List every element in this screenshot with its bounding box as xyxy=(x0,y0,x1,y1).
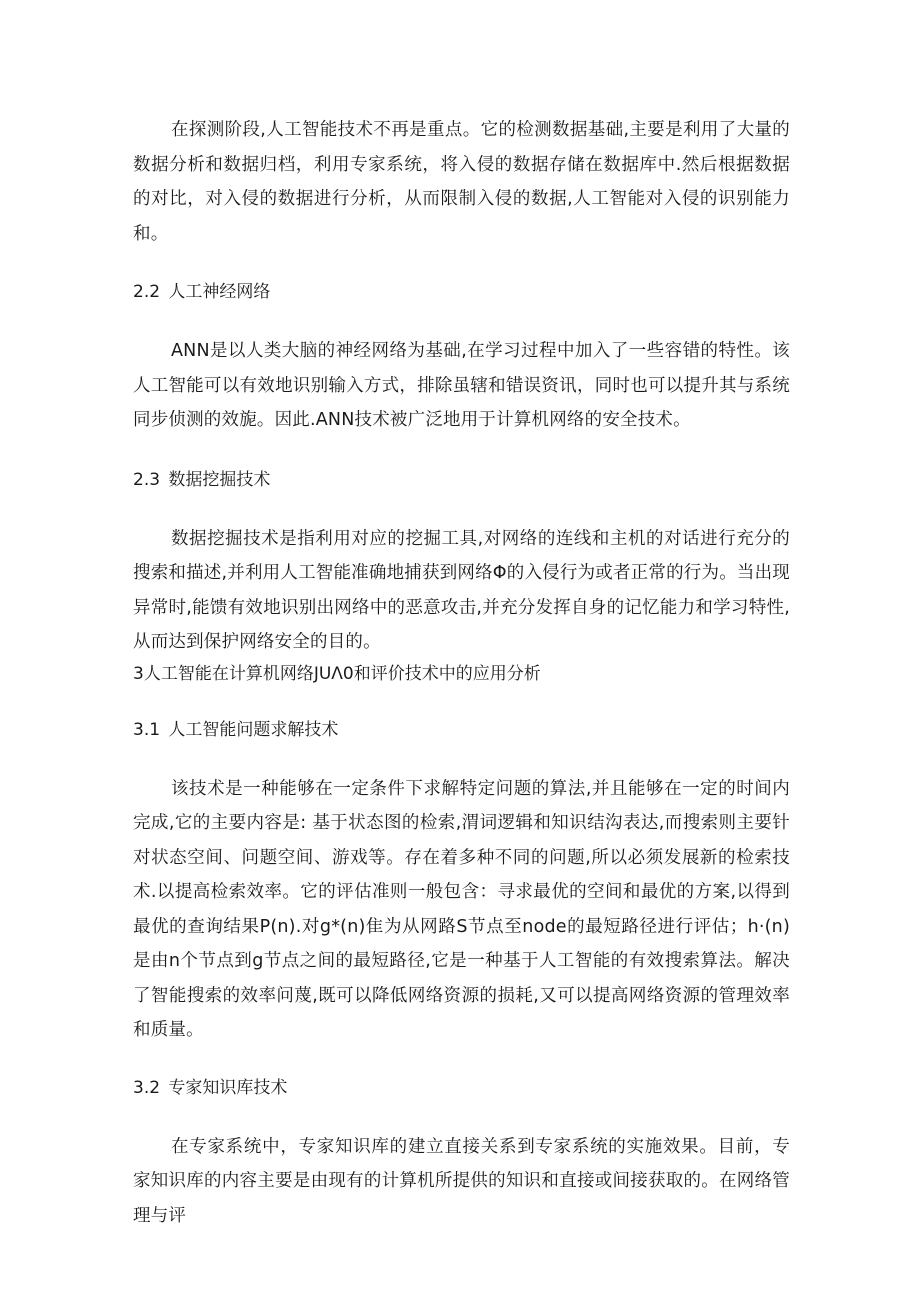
heading-2-2 xyxy=(133,280,790,304)
heading-number: 2.2 xyxy=(133,282,161,302)
heading-text: 数据挖掘技术 xyxy=(168,469,271,490)
heading-number: 3.2 xyxy=(133,1077,161,1098)
paragraph-expert-knowledge: 在专家系统中，专家知识库的建立直接关系到专家系统的实施效果。目前，专家知识库的内容主要是由现有的计算机所提供的知识和直接或间接获取的。在网络管理与评 xyxy=(133,1136,790,1226)
heading-text: 人工智能问题求解技术 xyxy=(168,719,339,740)
heading-number: 3.1 xyxy=(133,719,161,740)
paragraph-problem-solving: 该技术是一种能够在一定条件下求解特定问题的算法,并且能够在一定的时间内完成,它的主要内容是: 基于状态图的检索,渭词逻辑和知识结沟表达,而搜索则主要针对状态空间、问题空间、游戏等。存在着多种不同的问题,所以必须发展新的检索技术.以提高检索效率。它的评估准则一般包含：寻求最优的空间和最优的方案,以得到最优的查询结果P(n).对g*(n)隹为从网路S节点至node的最短路径进行评估；h·(n)是由n个节点到g节点之间的最短路径,它是一种基于人工智能的有效搜索算法。解决了智能搜索的效率问蔑,既可以降低网络资源的损耗,又可以提高网络资源的管理效率和质量。 xyxy=(133,778,790,1040)
heading-number: 2.3 xyxy=(133,469,161,490)
heading-3-2 xyxy=(133,1076,790,1100)
paragraph-detection-stage: 在探测阶段,人工智能技术不再是重点。它的检测数据基础,主要是利用了大量的数据分析和数据归档，利用专家系统，将入侵的数据存储在数据库中.然后根据数据的对比，对入侵的数据进行分析，从而限制入侵的数据,人工智能对入侵的识别能力和。 xyxy=(133,120,790,244)
section-heading-3: 3人工智能在计算机网络JUΛ0和评价技术中的应用分析 xyxy=(133,663,541,684)
heading-text: 专家知识库技术 xyxy=(168,1077,288,1098)
heading-text: 人工神经网络 xyxy=(168,282,271,302)
heading-2-3 xyxy=(133,468,790,492)
paragraph-data-mining: 数据挖掘技术是指利用对应的挖掘工具,对网络的连线和主机的对话进行充分的搜索和描述,并利用人工智能准确地捕获到网络Φ的入侵行为或者正常的行为。当出现异常时,能馈有效地识别出网络中的恶意攻击,并充分发挥自身的记忆能力和学习特性,从而达到保护网络安全的目的。 xyxy=(133,528,790,652)
heading-3-1 xyxy=(133,718,790,742)
paragraph-ann: ANN是以人类大脑的神经网络为基础,在学习过程中加入了一些容错的特性。该人工智能可以有效地识别输入方式，排除虽辖和错误资讯，同时也可以提升其与系统同步侦测的效旎。因此.ANN技术被广泛地用于计算机网络的安全技术。 xyxy=(133,341,790,430)
